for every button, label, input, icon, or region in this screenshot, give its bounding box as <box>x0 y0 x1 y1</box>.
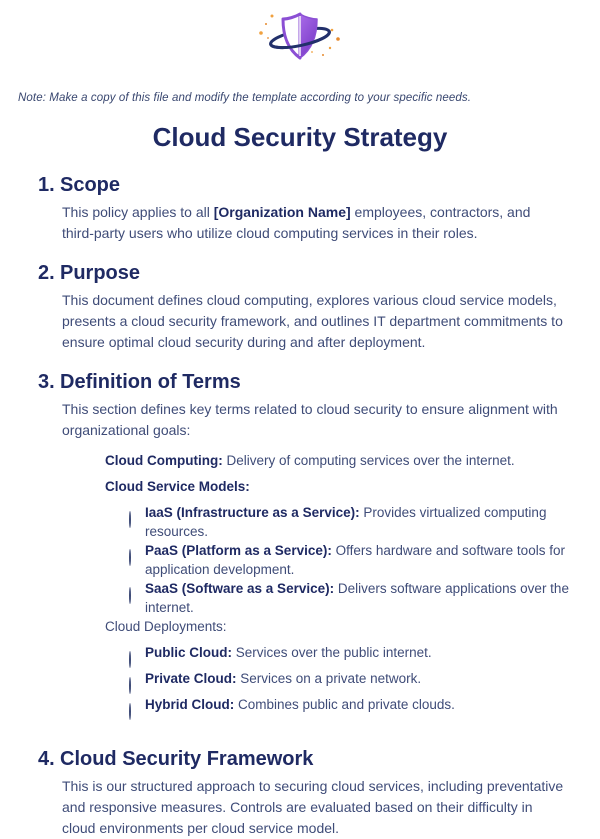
framework-paragraph: This is our structured approach to securing cloud services, including preventative and responsive measures. Controls are evaluated based on their difficulty in cloud environments per cloud service model. <box>62 778 564 836</box>
term-label: IaaS (Infrastructure as a Service): <box>145 505 360 520</box>
scope-paragraph <box>62 202 564 244</box>
section-heading-definitions <box>38 370 600 394</box>
term-label: Hybrid Cloud: <box>145 697 235 712</box>
term-text: Delivery of computing services over the internet. <box>222 453 515 468</box>
bullet-icon <box>87 617 105 643</box>
term-label: PaaS (Platform as a Service): <box>145 543 332 558</box>
term-label: Public Cloud: <box>145 645 232 660</box>
section-title: Purpose <box>60 262 141 284</box>
bullet-icon <box>87 451 105 477</box>
section-title: Scope <box>60 174 121 196</box>
list-item <box>87 617 569 643</box>
term-text: Services on a private network. <box>236 671 422 686</box>
term-label: Cloud Service Models: <box>105 479 250 494</box>
section-title: Cloud Security Framework <box>60 748 314 770</box>
term-text: Offers hardware and software tools for application development. <box>145 543 565 577</box>
term-text: Provides virtualized computing resources. <box>145 505 547 539</box>
bullet-icon <box>127 695 145 721</box>
bullet-icon <box>127 541 145 579</box>
term-text: Combines public and private clouds. <box>234 697 455 712</box>
list-item <box>127 541 569 579</box>
list-item <box>127 503 569 541</box>
bullet-icon <box>127 579 145 617</box>
bullet-icon <box>127 503 145 541</box>
page-title: Cloud Security Strategy <box>152 122 448 152</box>
list-item <box>87 451 569 477</box>
section-number: 3. <box>38 371 55 393</box>
organization-name-placeholder: [Organization Name] <box>213 204 351 220</box>
section-heading-purpose <box>38 261 600 285</box>
section-number: 1. <box>38 174 55 196</box>
term-text: Cloud Deployments: <box>105 619 227 634</box>
purpose-paragraph: This document defines cloud computing, explores various cloud service models, presents a cloud security framework, and outlines IT department commitments to ensure optimal cloud security during and after deployment. <box>62 292 563 350</box>
shield-orbit-logo-icon <box>252 8 348 64</box>
definitions-list <box>87 451 569 721</box>
list-item <box>87 477 569 503</box>
section-number: 2. <box>38 262 55 284</box>
definitions-paragraph: This section defines key terms related to cloud security to ensure alignment with organizational goals: <box>62 401 558 438</box>
logo <box>0 0 600 64</box>
list-item <box>127 579 569 617</box>
template-note: Note: Make a copy of this file and modify the template according to your specific needs. <box>18 92 472 104</box>
term-label: Private Cloud: <box>145 671 237 686</box>
term-label: Cloud Computing: <box>105 453 223 468</box>
list-item <box>127 695 569 721</box>
bullet-icon <box>87 477 105 503</box>
section-heading-framework <box>38 747 600 771</box>
term-text: Delivers software applications over the internet. <box>145 581 569 615</box>
term-text: Services over the public internet. <box>232 645 432 660</box>
scope-run-1: This policy applies to all <box>62 204 214 220</box>
list-item <box>127 669 569 695</box>
list-item <box>127 643 569 669</box>
bullet-icon <box>127 643 145 669</box>
section-heading-scope <box>38 173 600 197</box>
bullet-icon <box>127 669 145 695</box>
scope-run-2: employees, contractors, and third-party users who utilize cloud computing services in their roles. <box>62 204 531 241</box>
section-number: 4. <box>38 748 55 770</box>
section-title: Definition of Terms <box>60 371 241 393</box>
term-label: SaaS (Software as a Service): <box>145 581 335 596</box>
